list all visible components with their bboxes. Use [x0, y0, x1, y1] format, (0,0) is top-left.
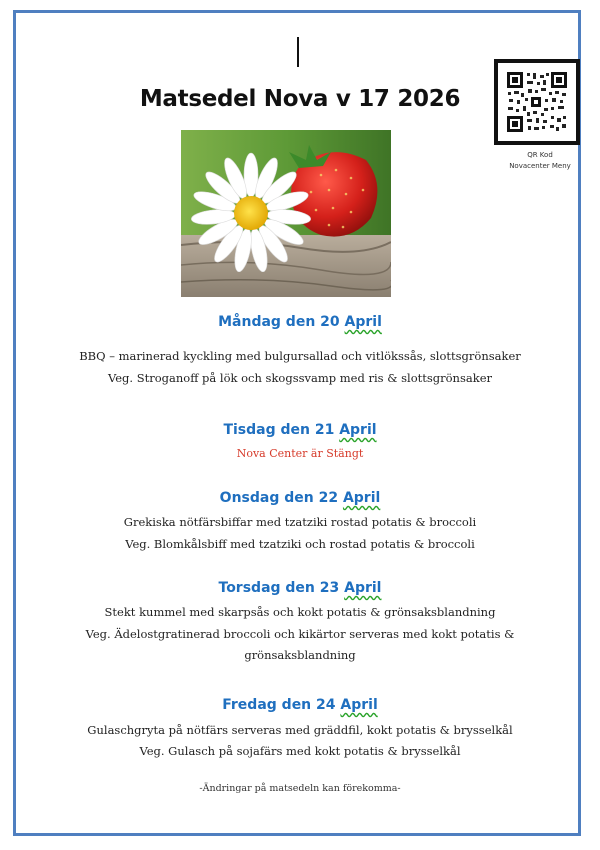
menu-line: Veg. Gulasch på sojafärs med kokt potatis & brysselkål	[139, 744, 461, 758]
qr-code-icon[interactable]	[494, 59, 580, 145]
qr-caption-line2: Novacenter Meny	[509, 162, 571, 170]
menu-line: Veg. Blomkålsbiff med tzatziki och rostad potatis & broccoli	[125, 537, 475, 551]
day-heading-wednesday: Onsdag den 22 April	[219, 490, 381, 506]
menu-line: Stekt kummel med skarpsås och kokt potatis & grönsaksblandning	[104, 605, 496, 619]
closed-notice: Nova Center är Stängt	[236, 447, 364, 460]
day-heading-monday: Måndag den 20 April	[218, 314, 382, 330]
menu-line: Grekiska nötfärsbiffar med tzatziki rostad potatis & broccoli	[123, 515, 477, 529]
text-cursor	[297, 37, 299, 67]
footer-note: -Ändringar på matsedeln kan förekomma-	[199, 783, 401, 794]
menu-line: grönsaksblandning	[244, 648, 356, 662]
day-heading-tuesday: Tisdag den 21 April	[223, 422, 377, 438]
qr-caption-line1: QR Kod	[527, 151, 553, 159]
page-title: Matsedel Nova v 17 2026	[139, 86, 461, 112]
menu-line: Veg. Stroganoff på lök och skogssvamp med ris & slottsgrönsaker	[108, 371, 492, 385]
day-heading-friday: Fredag den 24 April	[222, 697, 378, 713]
menu-line: BBQ – marinerad kyckling med bulgursallad och vitlökssås, slottsgrönsaker	[79, 349, 521, 363]
menu-line: Veg. Ädelostgratinerad broccoli och kikärtor serveras med kokt potatis &	[85, 627, 515, 641]
menu-line: Gulaschgryta på nötfärs serveras med gräddfil, kokt potatis & brysselkål	[87, 723, 513, 737]
day-heading-thursday: Torsdag den 23 April	[218, 580, 382, 596]
daisy-strawberry-photo	[181, 130, 391, 297]
